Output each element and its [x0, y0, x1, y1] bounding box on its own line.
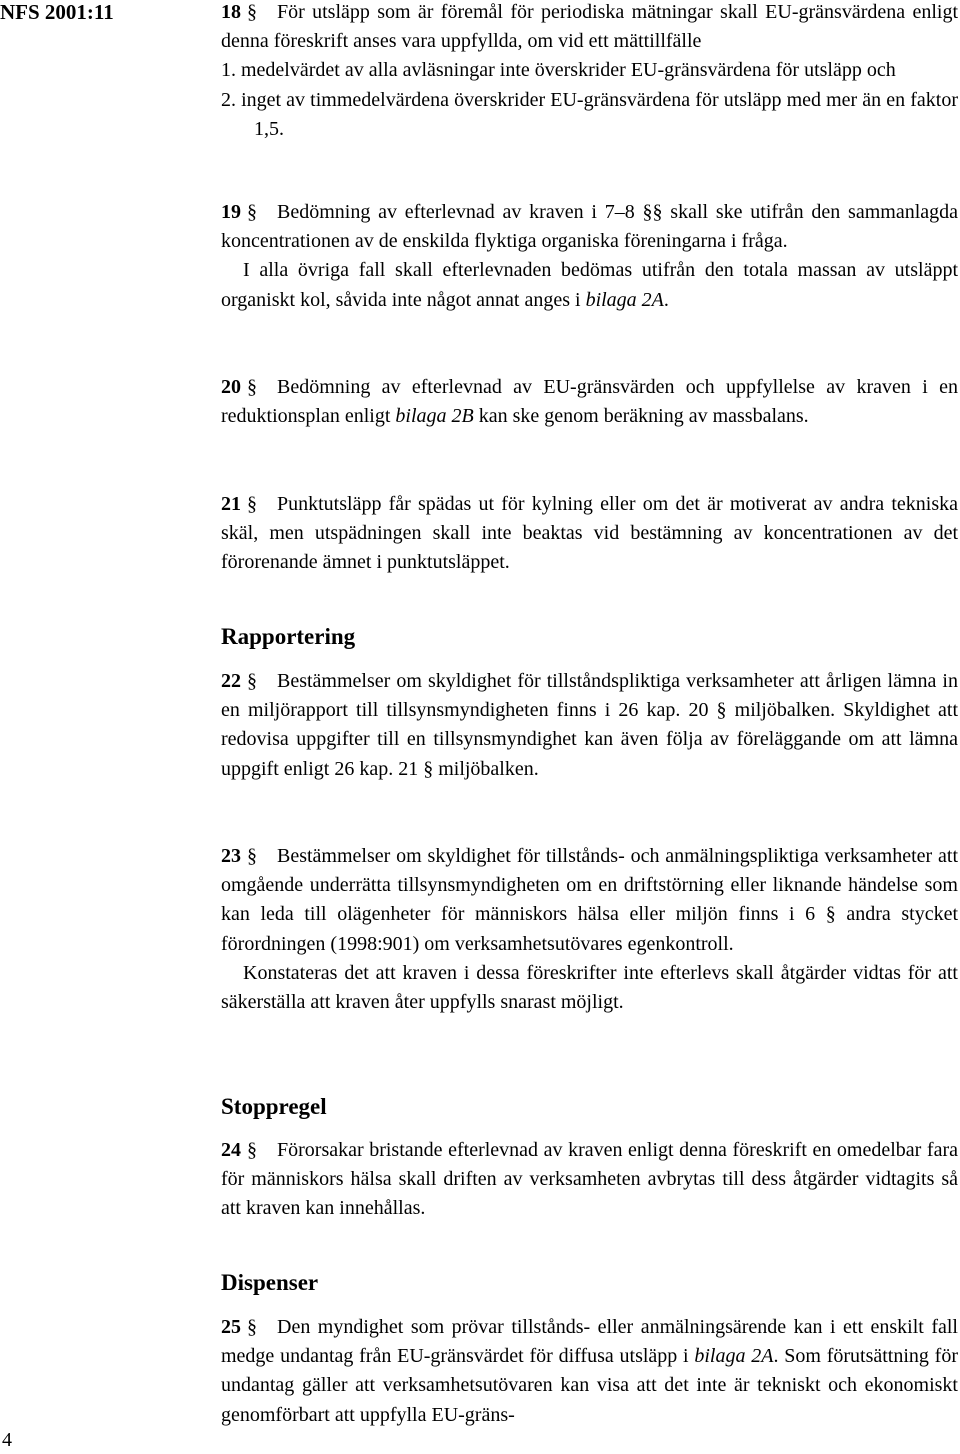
section-number: 18: [221, 1, 241, 23]
paragraph: [221, 256, 958, 314]
paragraph-sign: §: [825, 903, 836, 926]
section-text: Bestämmelser om skyldighet för tillståndspliktiga verksamheter att årligen lämna in en miljörapport till tillsynsmyndigheten finns i 26 kap. 20: [221, 670, 958, 722]
list-item: 1. medelvärdet av alla avläsningar inte överskrider EU-gränsvärdena för utsläpp och: [221, 59, 896, 82]
paragraph-sign: §: [247, 493, 257, 515]
section-22: [221, 667, 958, 784]
section-text: För utsläpp som är föremål för periodiska mätningar skall EU-gränsvärdena enligt denna föreskrift anses vara uppfyllda, om vid ett mättillfälle: [221, 1, 958, 53]
paragraph-sign: §: [716, 699, 727, 722]
appendix-reference: bilaga 2A: [585, 288, 664, 311]
paragraph-sign: §: [247, 1, 257, 23]
section-number: 21: [221, 493, 241, 515]
section-19: [221, 198, 958, 315]
section-text: kan ske genom beräkning av massbalans.: [478, 405, 809, 428]
paragraph-sign: §: [247, 1139, 257, 1161]
section-text: Förorsakar bristande efterlevnad av kraven enligt denna föreskrift en omedelbar fara för människors hälsa skall driften av verksamheten avbrytas till dess åtgärder vidtagits så att kraven kan innehållas.: [221, 1139, 958, 1220]
paragraph-sign: §: [247, 1316, 257, 1338]
paragraph: Konstateras det att kraven i dessa föreskrifter inte efterlevs skall åtgärder vidtas för att säkerställa att kraven åter uppfylls snarast möjligt.: [221, 961, 958, 1014]
section-25: [221, 1313, 958, 1430]
section-number: 25: [221, 1316, 241, 1338]
paragraph-text: .: [663, 288, 669, 311]
heading-dispenser: Dispenser: [221, 1270, 319, 1295]
section-number: 20: [221, 376, 241, 398]
section-text: skall ske utifrån den sammanlagda koncentrationen av de enskilda flyktiga organiska föreningarna i fråga.: [221, 201, 959, 253]
section-number: 22: [221, 670, 241, 692]
section-text: Bedömning av efterlevnad av kraven i 7–8: [277, 201, 635, 223]
section-20: [221, 373, 958, 431]
appendix-reference: bilaga 2B: [395, 405, 474, 428]
section-number: 24: [221, 1139, 241, 1161]
section-text: Punktutsläpp får spädas ut för kylning eller om det är motiverat av andra tekniska skäl, men utspädningen skall inte beaktas vid bestämning av koncentrationen av det förorenande ämnet i punktutsläppet.: [221, 493, 958, 574]
section-23: [221, 842, 958, 1017]
paragraph-text: I alla övriga fall skall efterlevnaden bedömas utifrån den totala massan av utsläppt organiskt kol, såvida inte något annat anges i: [221, 259, 958, 311]
section-number: 19: [221, 201, 241, 223]
section-text: Bestämmelser om skyldighet för tillstånds- och anmälningspliktiga verksamheter att omgående underrätta tillsynsmyndigheten om en driftstörning eller liknande händelse som kan leda till olägenheter för människors hälsa eller miljön finns i 6: [221, 845, 958, 926]
section-21: [221, 490, 958, 578]
section-text: Den myndighet som prövar tillstånds- eller anmälningsärende kan i ett enskilt fall medge undantag från EU-gränsvärdet för diffusa utsläpp i: [221, 1316, 958, 1368]
appendix-reference: bilaga 2A: [694, 1345, 774, 1368]
section-text: andra stycket förordningen (1998:901) om verksamhetsutövares egenkontroll.: [221, 903, 958, 955]
heading-rapportering: Rapportering: [221, 624, 356, 649]
list-item: 2. inget av timmedelvärdena överskrider EU-gränsvärdena för utsläpp med mer än en faktor 1,5.: [221, 88, 958, 140]
paragraph-sign: §: [247, 670, 257, 692]
section-text: . Som förutsättning för undantag gäller att verksamhetsutövaren kan visa att det inte är tekniskt och ekonomiskt genomförbart att uppfylla EU-gräns-: [221, 1345, 958, 1426]
paragraph-sign: §§: [642, 201, 663, 223]
section-18: [221, 0, 958, 144]
document-id: NFS 2001:11: [0, 0, 114, 24]
paragraph-sign: §: [247, 845, 257, 867]
paragraph-sign: §: [247, 376, 257, 398]
section-text: miljöbalken. Skyldighet att redovisa uppgifter till en tillsynsmyndighet kan även följa av föreläggande om att lämna uppgift enligt 26 kap. 21: [221, 699, 959, 780]
heading-stoppregel: Stoppregel: [221, 1094, 327, 1119]
section-text: miljöbalken.: [438, 757, 539, 780]
paragraph-sign: §: [247, 201, 257, 223]
section-text: Bedömning av efterlevnad av EU-gränsvärden och uppfyllelse av kraven i en reduktionsplan enligt: [221, 376, 958, 428]
section-number: 23: [221, 845, 241, 867]
paragraph-sign: §: [423, 757, 434, 780]
page-number: 4: [2, 1429, 12, 1451]
section-24: [221, 1136, 958, 1224]
